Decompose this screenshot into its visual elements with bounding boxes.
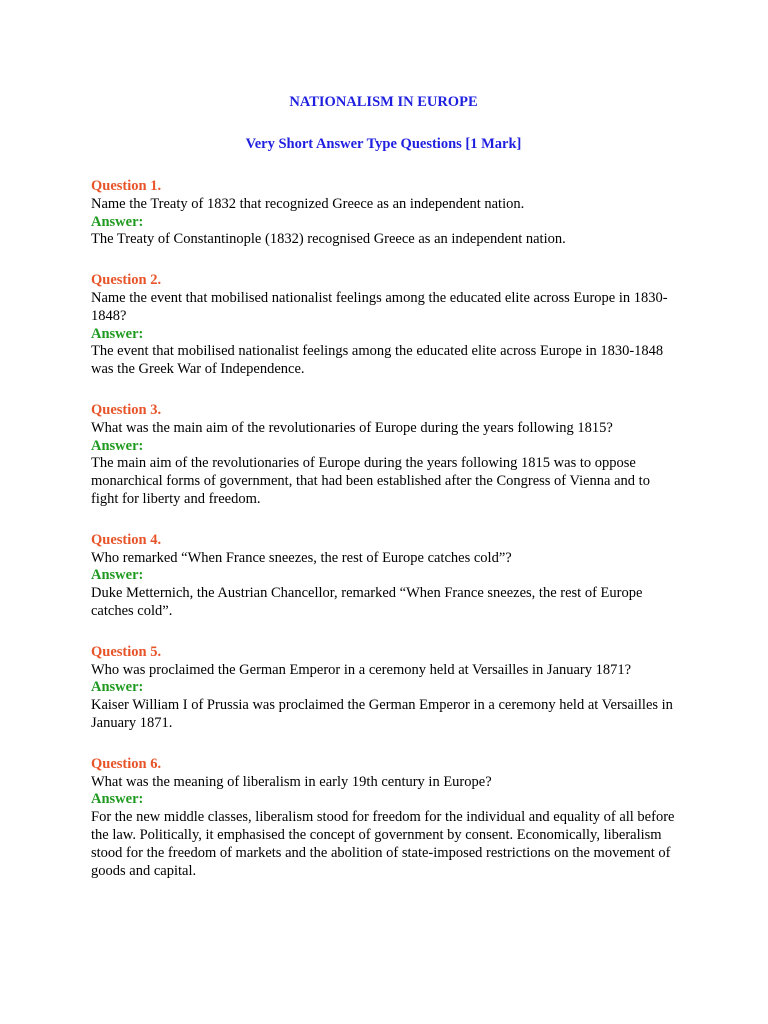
question-list — [91, 178, 676, 880]
qa-item-2 — [91, 272, 676, 379]
question-text: Name the event that mobilised nationalist feelings among the educated elite across Europe in 1830-1848? — [91, 289, 668, 324]
answer-label: Answer: — [91, 567, 144, 584]
answer-text: For the new middle classes, liberalism stood for freedom for the individual and equality of all before the law. Politically, it emphasised the concept of government by consent. Economically, liberalism stood for the freedom of markets and the abolition of state-imposed restrictions on the movement of goods and capital. — [91, 809, 675, 879]
answer-text: Duke Metternich, the Austrian Chancellor, remarked “When France sneezes, the rest of Europe catches cold”. — [91, 585, 643, 619]
question-label: Question 6. — [91, 755, 162, 772]
answer-text: The Treaty of Constantinople (1832) recognised Greece as an independent nation. — [91, 231, 566, 248]
question-text: Who was proclaimed the German Emperor in a ceremony held at Versailles in January 1871? — [91, 661, 632, 678]
answer-text: The event that mobilised nationalist feelings among the educated elite across Europe in 1830-1848 was the Greek War of Independence. — [91, 343, 664, 378]
answer-label: Answer: — [91, 437, 144, 454]
qa-item-1 — [91, 178, 676, 249]
question-text: What was the meaning of liberalism in early 19th century in Europe? — [91, 773, 492, 790]
question-label: Question 1. — [91, 178, 162, 194]
question-text: Name the Treaty of 1832 that recognized Greece as an independent nation. — [91, 195, 525, 212]
answer-text: Kaiser William I of Prussia was proclaimed the German Emperor in a ceremony held at Versailles in January 1871. — [91, 697, 673, 731]
section-heading: Very Short Answer Type Questions [1 Mark] — [245, 136, 522, 152]
answer-label: Answer: — [91, 213, 144, 230]
question-text: What was the main aim of the revolutionaries of Europe during the years following 1815? — [91, 419, 613, 436]
qa-item-3 — [91, 402, 676, 509]
document-title: NATIONALISM IN EUROPE — [289, 94, 478, 110]
qa-item-5 — [91, 644, 676, 733]
question-text: Who remarked “When France sneezes, the rest of Europe catches cold”? — [91, 549, 512, 566]
qa-item-6 — [91, 756, 676, 881]
question-label: Question 4. — [91, 531, 162, 548]
question-label: Question 3. — [91, 401, 162, 418]
qa-item-4 — [91, 532, 676, 621]
answer-text: The main aim of the revolutionaries of Europe during the years following 1815 was to oppose monarchical forms of government, that had been established after the Congress of Vienna and to fight for liberty and freedom. — [91, 455, 650, 507]
answer-label: Answer: — [91, 791, 144, 808]
question-label: Question 2. — [91, 272, 162, 289]
question-label: Question 5. — [91, 643, 162, 660]
answer-label: Answer: — [91, 325, 144, 342]
answer-label: Answer: — [91, 679, 144, 696]
